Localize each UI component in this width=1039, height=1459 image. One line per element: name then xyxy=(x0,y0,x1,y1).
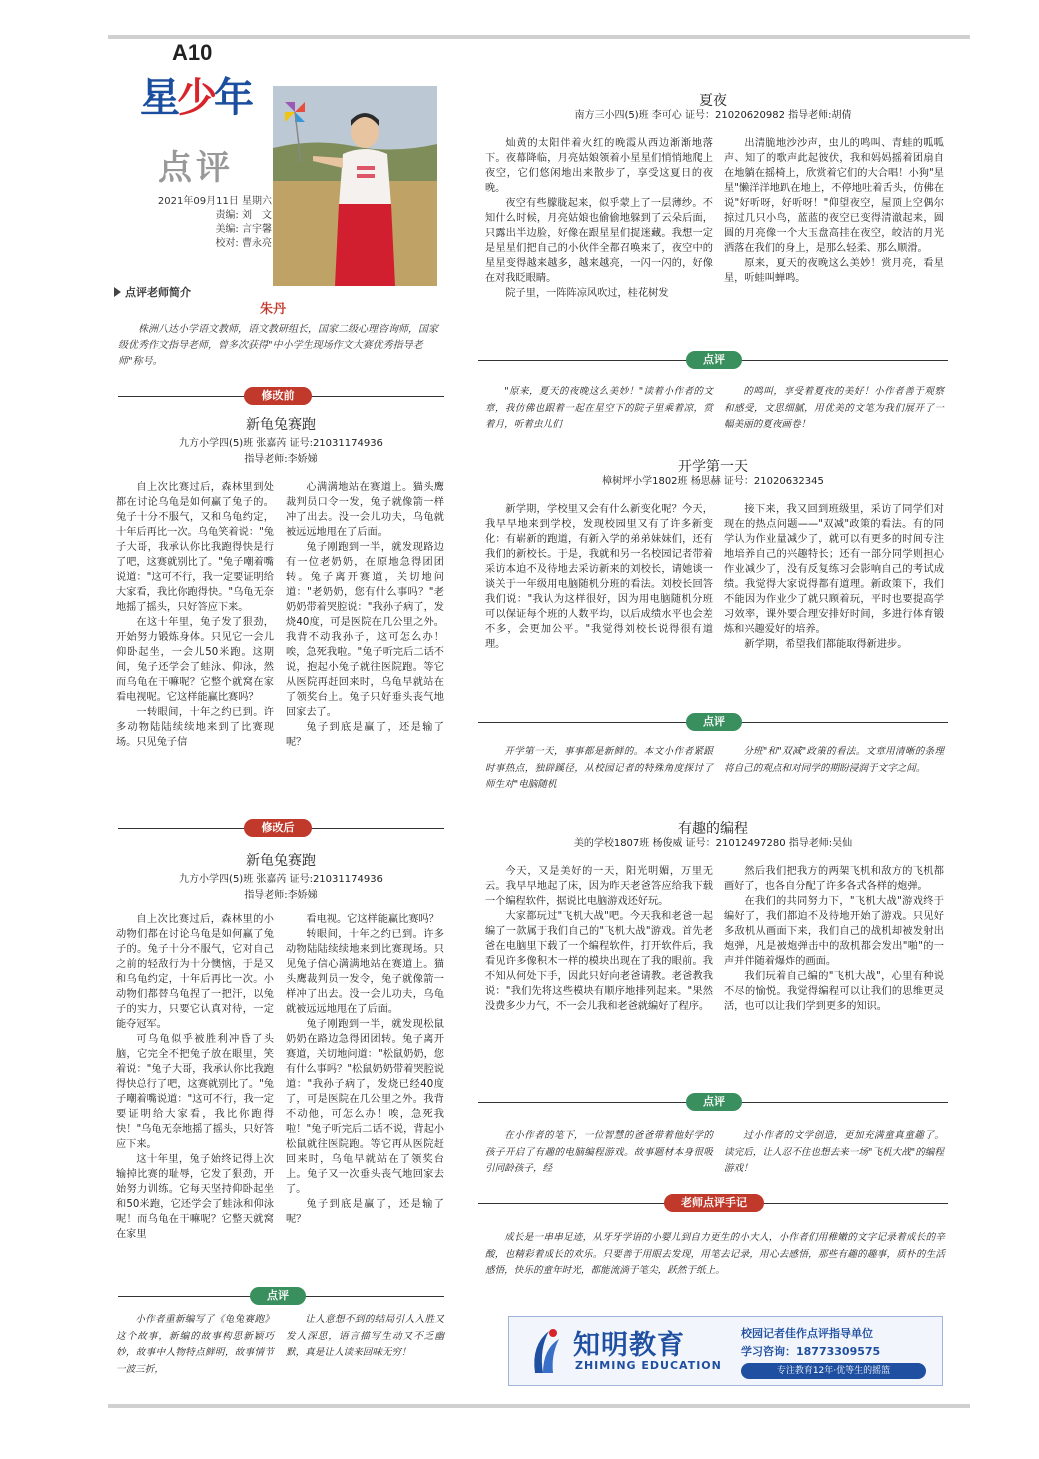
after-column-1: 自上次比赛过后，森林里的小动物们都在讨论乌龟是如何赢了兔子的。兔子十分不服气，它对自己之前的轻敌行为十分懊恼，于是又和乌龟约定，十年后再比一次。小动物们都替乌龟捏了一把汗，以兔子的实力，只要它认真对待，一定能夺冠军。 可乌龟似乎被胜利冲昏了头脑，它完全不把兔子放在眼里，笑着说："兔子大哥，我承认你比我跑得快总行了吧，这赛就别比了。"兔子嘲着嘴说道："这可不行，我一定要证明给大家看，我比你跑得快！"乌龟无奈地摇了摇头，只好答应下来。 这十年里，兔子始终记得上次输掉比赛的耻辱，它发了狠劲，开始努力训练。它每天坚持仰卧起坐和50米跑，它还学会了蛙泳和仰泳呢！而乌龟在干嘛呢？它整天就窝在家里 xyxy=(116,914,274,1240)
arrow-right-icon xyxy=(114,287,121,297)
coding-review-badge: 点评 xyxy=(686,1093,742,1111)
editor-credit: 责编: 刘 文 xyxy=(215,210,272,221)
masthead-meta xyxy=(124,195,272,251)
after-teacher: 指导老师:李娇娣 xyxy=(244,890,318,901)
summer-byline: 南方三小四(5)班 李可心 证号：21020620982 指导老师:胡倩 xyxy=(574,110,852,121)
section-title: 点评 xyxy=(158,148,234,188)
bottom-rule xyxy=(108,1404,970,1408)
zhiming-ad xyxy=(508,1316,943,1386)
designer-credit: 美编: 言宇馨 xyxy=(215,224,272,235)
coding-review-1: 在小作者的笔下，一位智慧的爸爸带着他好学的孩子开启了有趣的电脑编程游戏。故事题材本身很吸引同龄孩子，经 xyxy=(485,1130,713,1174)
summer-review-2: 的鸣叫，享受着夏夜的美好！小作者善于观察和感受，文思细腻，用优美的文笔为我们展开了一幅美丽的夏夜画卷！ xyxy=(724,386,944,430)
before-column-1: 自上次比赛过后，森林里到处都在讨论乌龟是如何赢了兔子的。兔子十分不服气，又和乌龟约定，十年后再比一次。乌龟笑着说："兔子大哥，我承认你比我跑得快是行了吧，这赛就别比了。"兔子嘲着嘴说道："这可不行，我一定要证明给大家看，我比你跑得快。"乌龟无奈地摇了摇头，只好答应下来。 在这十年里，兔子发了狠劲，开始努力锻炼身体。只见它一会儿仰卧起坐，一会儿50米跑。这期间，兔子还学会了蛙泳、仰泳，然而乌龟在干嘛呢？它整个就窝在家看电视呢。它这样能赢比赛吗？ 一转眼间，十年之约已到。许多动物陆陆续续地来到了比赛现场。只见兔子信 xyxy=(116,482,274,748)
school-review-1: 开学第一天，事事都是新鲜的。本文小作者紧跟时事热点，独辟蹊径，从校园记者的特殊角度探讨了师生对"电脑随机 xyxy=(485,746,713,790)
before-byline: 九方小学四(5)班 张嘉芮 证号:21031174936 xyxy=(179,438,383,449)
issue-date: 2021年09月11日 星期六 xyxy=(157,196,272,207)
after-review-1: 小作者重新编写了《龟兔赛跑》这个故事，新编的故事构思新颖巧妙，故事中人物特点鲜明，故事情节一波三折， xyxy=(116,1314,274,1375)
ad-unit: 校园记者佳作点评指导单位 xyxy=(741,1327,873,1340)
after-badge: 修改后 xyxy=(244,819,312,837)
ad-phone: 学习咨询：18773309575 xyxy=(741,1345,881,1358)
after-review-badge: 点评 xyxy=(250,1287,306,1305)
teacher-photo xyxy=(273,86,437,286)
school-column-2: 接下来，我又回到班级里，采访了同学们对现在的热点问题——"双减"政策的看法。有的同学认为作业量减少了，就可以有更多的时间专注地培养自己的兴趣特长；还有一部分同学则担心作业减少了，没有反复练习会影响自己的考试成绩。我觉得大家说得都有道理。新政策下，我们不能因为作业少了就只顾着玩，平时也要提高学习效率，课外要合理安排好时间，多进行体育锻炼和兴趣爱好的培养。 新学期，希望我们都能取得新进步。 xyxy=(724,504,944,650)
school-review-2: 分班"和"双减"政策的看法。文章用清晰的条理将自己的观点和对同学的期盼浸润于文字之间。 xyxy=(724,746,944,774)
star-youth-logo: 星少年 xyxy=(140,75,251,121)
teacher-notes: 成长是一串串足迹，从牙牙学语的小婴儿到自力更生的小大人，小作者们用稚嫩的文字记录着成长的辛酸，也精彩着成长的欢乐。只要善于用眼去发现，用笔去记录，用心去感悟，那些有趣的趣事，质朴的生活感悟，快乐的童年时光，都能流淌于笔尖，跃然于纸上。 xyxy=(485,1232,945,1276)
before-badge: 修改前 xyxy=(244,387,312,405)
intro-heading: 点评老师简介 xyxy=(114,284,191,300)
notes-badge: 老师点评手记 xyxy=(664,1194,764,1212)
school-byline: 樟树坪小学1802班 杨思赫 证号：21020632345 xyxy=(602,476,824,487)
coding-title: 有趣的编程 xyxy=(678,821,748,837)
summer-column-1: 灿黄的太阳伴着火红的晚霞从西边渐渐地落下。夜幕降临，月亮姑娘领着小星星们悄悄地爬上夜空，它们悠闲地出来散步了，享受这夏日的夜晚。 夜空有些朦胧起来，似乎蒙上了一层薄纱。不知什么时候，月亮姑娘也偷偷地躲到了云朵后面，只露出半边脸，好像在跟星星们捉迷藏。我想一定是星星们把自己的小伙伴全都召唤来了，夜空中的星星变得越来越多，越来越亮，一闪一闪的，好像在对我眨眼睛。 院子里，一阵阵凉风吹过，桂花树发 xyxy=(485,138,713,299)
ad-brand: 知明教育 xyxy=(573,1330,685,1361)
coding-byline: 美的学校1807班 杨俊威 证号：21012497280 指导老师:吴仙 xyxy=(573,838,853,849)
before-title: 新龟兔赛跑 xyxy=(246,417,316,433)
top-rule xyxy=(108,35,970,39)
zhiming-logo-icon xyxy=(529,1325,563,1377)
page-number: A10 xyxy=(172,40,213,65)
summer-title: 夏夜 xyxy=(699,93,727,109)
teacher-bio: 株洲八达小学语文教师，语文教研组长，国家二级心理咨询师，国家级优秀作文指导老师，曾多次获得"中小学生现场作文大赛优秀指导老师"称号。 xyxy=(118,324,438,367)
after-byline: 九方小学四(5)班 张嘉芮 证号:21031174936 xyxy=(179,874,383,885)
coding-column-2: 然后我们把我方的两架飞机和敌方的飞机都画好了，也各自分配了许多各式各样的炮弹。 在我们的共同努力下，"飞机大战"游戏终于编好了，我们都迫不及待地开始了游戏。只见好多敌机从画面下来，我们自己的战机却被发射出炮弹，凡是被炮弹击中的敌机都会发出"啪"的一声并伴随着爆炸的画面。 我们玩着自己编的"飞机大战"，心里有种说不尽的愉悦。我觉得编程可以让我们的思维更灵活，也可以让我们学到更多的知识。 xyxy=(724,866,944,1012)
before-column-2: 心满满地站在赛道上。猫头鹰裁判员口令一发，兔子就像箭一样冲了出去。没一会儿功夫，乌龟就被远远地甩在了后面。 兔子刚跑到一半，就发现路边有一位老奶奶，在原地急得团团转。兔子离开赛道，关切地问道："老奶奶，您有什么事吗？"老奶奶带着哭腔说："我孙子病了，发烧40度，可是医院在几公里之外。我背不动我孙子，这可怎么办！唉，急死我啦。"兔子听完后二话不说，抱起小兔子就往医院跑。等它从医院再赶回来时，乌龟早就站在了领奖台上。兔子只好垂头丧气地回家去了。 兔子到底是赢了，还是输了呢？ xyxy=(286,482,444,748)
summer-review-badge: 点评 xyxy=(686,351,742,369)
teacher-name: 朱丹 xyxy=(260,302,287,317)
after-review-2: 让人意想不到的结局引人入胜又发人深思，语言描写生动又不乏幽默，真是让人读来回味无穷！ xyxy=(286,1314,444,1358)
proofreader-credit: 校对: 曹永亮 xyxy=(215,238,272,249)
summer-column-2: 出清脆地沙沙声，虫儿的鸣叫、青蛙的呱呱声、知了的歌声此起彼伏，我和妈妈摇着团扇自在地躺在摇椅上，欣赏着它们的大合唱！小狗"星星"懒洋洋地趴在地上，不停地吐着舌头，仿佛在说"好听呀，好听呀！"仰望夜空，屋顶上空偶尔掠过几只小鸟，蓝蓝的夜空已变得清澈起来，圆圆的月亮像一个大玉盘高挂在夜空，皎洁的月光洒落在我们的身上，是那么轻柔、那么顺滑。 原来，夏天的夜晚这么美妙！赏月亮，看星星，听蛙叫蝉鸣。 xyxy=(724,138,944,284)
school-column-1: 新学期，学校里又会有什么新变化呢？今天，我早早地来到学校，发现校园里又有了许多新变化：有崭新的跑道，有新入学的弟弟妹妹们，还有我们的新校长。于是，我就和另一名校园记者带着采访本迫不及待地去采访新来的刘校长，请她谈一谈关于一年级用电脑随机分班的看法。刘校长回答我们说："我认为这样很好，因为用电脑随机分班可以保证每个班的人数平均，以后成绩水平也会差不多，会更加公平。"我觉得刘校长说得很有道理。 xyxy=(485,504,713,650)
school-title: 开学第一天 xyxy=(678,459,748,475)
school-review-badge: 点评 xyxy=(686,713,742,731)
after-title: 新龟兔赛跑 xyxy=(246,853,316,869)
after-column-2: 看电视。它这样能赢比赛吗？ 转眼间，十年之约已到。许多动物陆陆续续地来到比赛现场。只见兔子信心满满地站在赛道上。猫头鹰裁判员一发令，兔子就像箭一样冲了出去。没一会儿功夫，乌龟就被远远地甩在了后面。 兔子刚跑到一半，就发现松鼠奶奶在路边急得团团转。兔子离开赛道，关切地问道："松鼠奶奶，您有什么事吗？"松鼠奶奶带着哭腔说道："我孙子病了，发烧已经40度了，可是医院在几公里之外。我背不动他，可怎么办！唉，急死我啦！"兔子听完后二话不说，背起小松鼠就往医院跑。等它再从医院赶回来时，乌龟早就站在了领奖台上。兔子又一次垂头丧气地回家去了。 兔子到底是赢了，还是输了呢？ xyxy=(286,914,444,1225)
before-teacher: 指导老师:李娇娣 xyxy=(244,454,318,465)
ad-brand-en: ZHIMING EDUCATION xyxy=(575,1359,722,1372)
coding-review-2: 过小作者的文学创造，更加充满童真童趣了。读完后，让人忍不住也想去来一场"飞机大战"的编程游戏！ xyxy=(724,1130,944,1174)
summer-review-1: "原来，夏天的夜晚这么美妙！"读着小作者的文章，我仿佛也跟着一起在星空下的院子里乘着凉，赏着月，听着虫儿们 xyxy=(485,386,713,430)
coding-column-1: 今天，又是美好的一天，阳光明媚，万里无云。我早早地起了床，因为昨天老爸答应给我下载一个编程软件，据说比电脑游戏还好玩。 大家都玩过"飞机大战"吧。今天我和老爸一起编了一款属于我们自己的"飞机大战"游戏。首先老爸在电脑里下载了一个编程软件，打开软件后，我看见许多像积木一样的模块出现在了我的眼前。我不知从何处下手，因此只好向老爸请教。老爸教我说："我们先将这些模块有顺序地排列起来。"果然没费多少力气，不一会儿我和老爸就编好了程序。 xyxy=(485,866,713,1012)
ad-slogan: 专注教育12年·优等生的摇篮 xyxy=(741,1363,926,1379)
